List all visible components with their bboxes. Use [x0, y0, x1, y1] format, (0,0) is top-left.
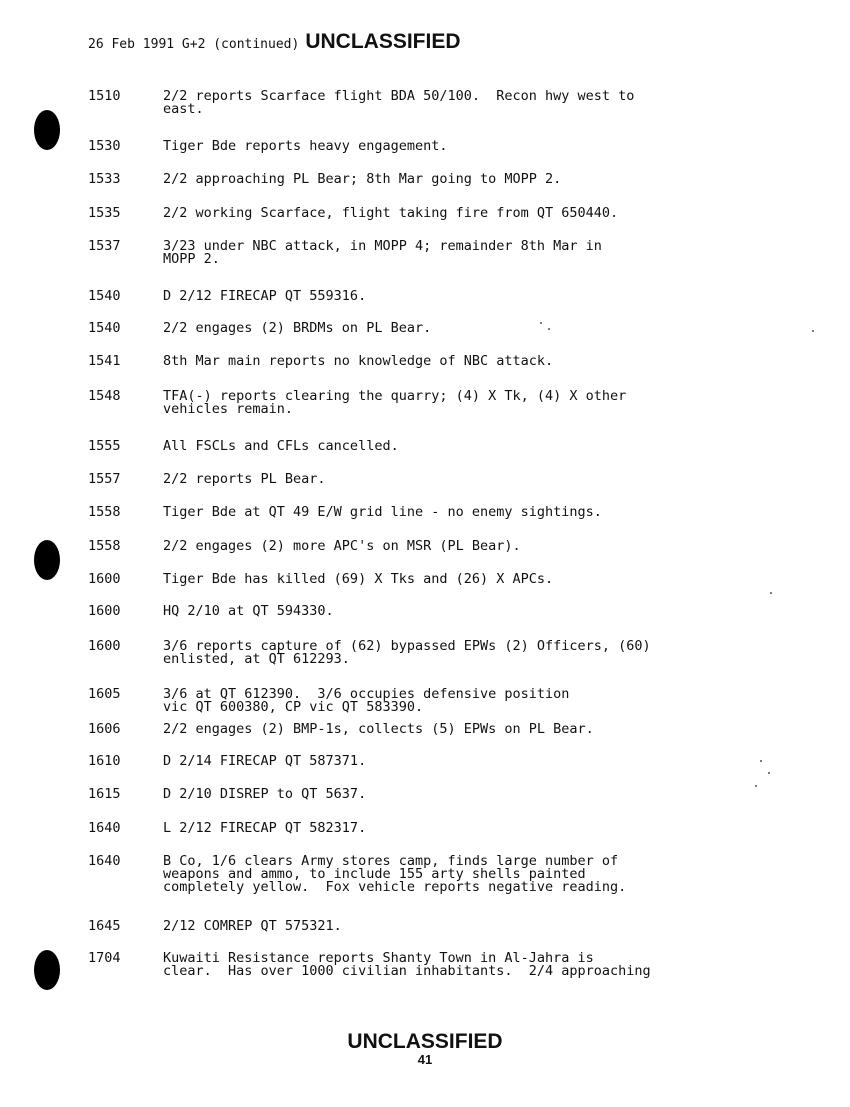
entry-time: 1555 [88, 438, 121, 454]
scan-speck [540, 322, 542, 324]
entry-text: 2/2 engages (2) BMP-1s, collects (5) EPWs on PL Bear. [163, 721, 594, 737]
entry-text: 3/6 reports capture of (62) bypassed EPWs (2) Officers, (60) enlisted, at QT 612293. [163, 638, 651, 667]
entry-text: 2/2 engages (2) BRDMs on PL Bear. [163, 320, 432, 336]
entry-text: D 2/12 FIRECAP QT 559316. [163, 288, 367, 304]
entry-text: 2/2 engages (2) more APC's on MSR (PL Bear). [163, 538, 521, 554]
entry-time: 1606 [88, 721, 121, 737]
scan-speck [548, 328, 550, 330]
page-header [88, 30, 461, 54]
entry-text: Tiger Bde at QT 49 E/W grid line - no enemy sightings. [163, 504, 602, 520]
entry-time: 1540 [88, 288, 121, 304]
entry-time: 1605 [88, 686, 121, 702]
entry-time: 1535 [88, 205, 121, 221]
entry-text: D 2/14 FIRECAP QT 587371. [163, 753, 367, 769]
entry-time: 1530 [88, 138, 121, 154]
entry-text: 3/6 at QT 612390. 3/6 occupies defensive position vic QT 600380, CP vic QT 583390. [163, 686, 570, 715]
scan-speck [770, 592, 772, 594]
page-number: 41 [417, 1052, 433, 1067]
entry-time: 1558 [88, 504, 121, 520]
entry-text: L 2/12 FIRECAP QT 582317. [163, 820, 367, 836]
entry-text: 2/2 approaching PL Bear; 8th Mar going to MOPP 2. [163, 171, 562, 187]
entry-time: 1540 [88, 320, 121, 336]
entry-time: 1557 [88, 471, 121, 487]
entry-text: 8th Mar main reports no knowledge of NBC attack. [163, 353, 554, 369]
entry-time: 1610 [88, 753, 121, 769]
header-classification: UNCLASSIFIED [305, 30, 461, 53]
entry-time: 1537 [88, 238, 121, 254]
footer-classification: UNCLASSIFIED [347, 1030, 503, 1053]
punch-hole [34, 110, 60, 150]
entry-text: B Co, 1/6 clears Army stores camp, finds large number of weapons and ammo, to include 155 arty shells painted completely yellow. Fox vehicle reports negative reading. [163, 853, 627, 895]
scan-speck [812, 330, 814, 332]
entry-time: 1615 [88, 786, 121, 802]
entry-text: 3/23 under NBC attack, in MOPP 4; remainder 8th Mar in MOPP 2. [163, 238, 602, 267]
scan-speck [768, 772, 770, 774]
entry-text: Tiger Bde reports heavy engagement. [163, 138, 448, 154]
entry-time: 1558 [88, 538, 121, 554]
entry-text: 2/2 working Scarface, flight taking fire from QT 650440. [163, 205, 619, 221]
entry-text: HQ 2/10 at QT 594330. [163, 603, 334, 619]
entry-time: 1600 [88, 603, 121, 619]
entry-time: 1533 [88, 171, 121, 187]
entry-text: Kuwaiti Resistance reports Shanty Town in Al-Jahra is clear. Has over 1000 civilian inhabitants. 2/4 approaching [163, 950, 651, 979]
entry-time: 1645 [88, 918, 121, 934]
entry-text: D 2/10 DISREP to QT 5637. [163, 786, 367, 802]
entry-text: 2/2 reports PL Bear. [163, 471, 326, 487]
entry-time: 1600 [88, 571, 121, 587]
punch-hole [34, 950, 60, 990]
entry-text: Tiger Bde has killed (69) X Tks and (26) X APCs. [163, 571, 554, 587]
entry-time: 1640 [88, 853, 121, 869]
scan-speck [760, 760, 762, 762]
entry-time: 1548 [88, 388, 121, 404]
scan-speck [755, 785, 757, 787]
header-date: 26 Feb 1991 G+2 (continued) [88, 37, 300, 52]
entry-text: All FSCLs and CFLs cancelled. [163, 438, 399, 454]
entry-time: 1704 [88, 950, 121, 966]
entry-time: 1541 [88, 353, 121, 369]
entry-text: 2/12 COMREP QT 575321. [163, 918, 342, 934]
entry-time: 1510 [88, 88, 121, 104]
entry-text: 2/2 reports Scarface flight BDA 50/100. Recon hwy west to east. [163, 88, 635, 117]
punch-hole [34, 540, 60, 580]
entry-text: TFA(-) reports clearing the quarry; (4) X Tk, (4) X other vehicles remain. [163, 388, 627, 417]
entry-time: 1600 [88, 638, 121, 654]
entry-time: 1640 [88, 820, 121, 836]
